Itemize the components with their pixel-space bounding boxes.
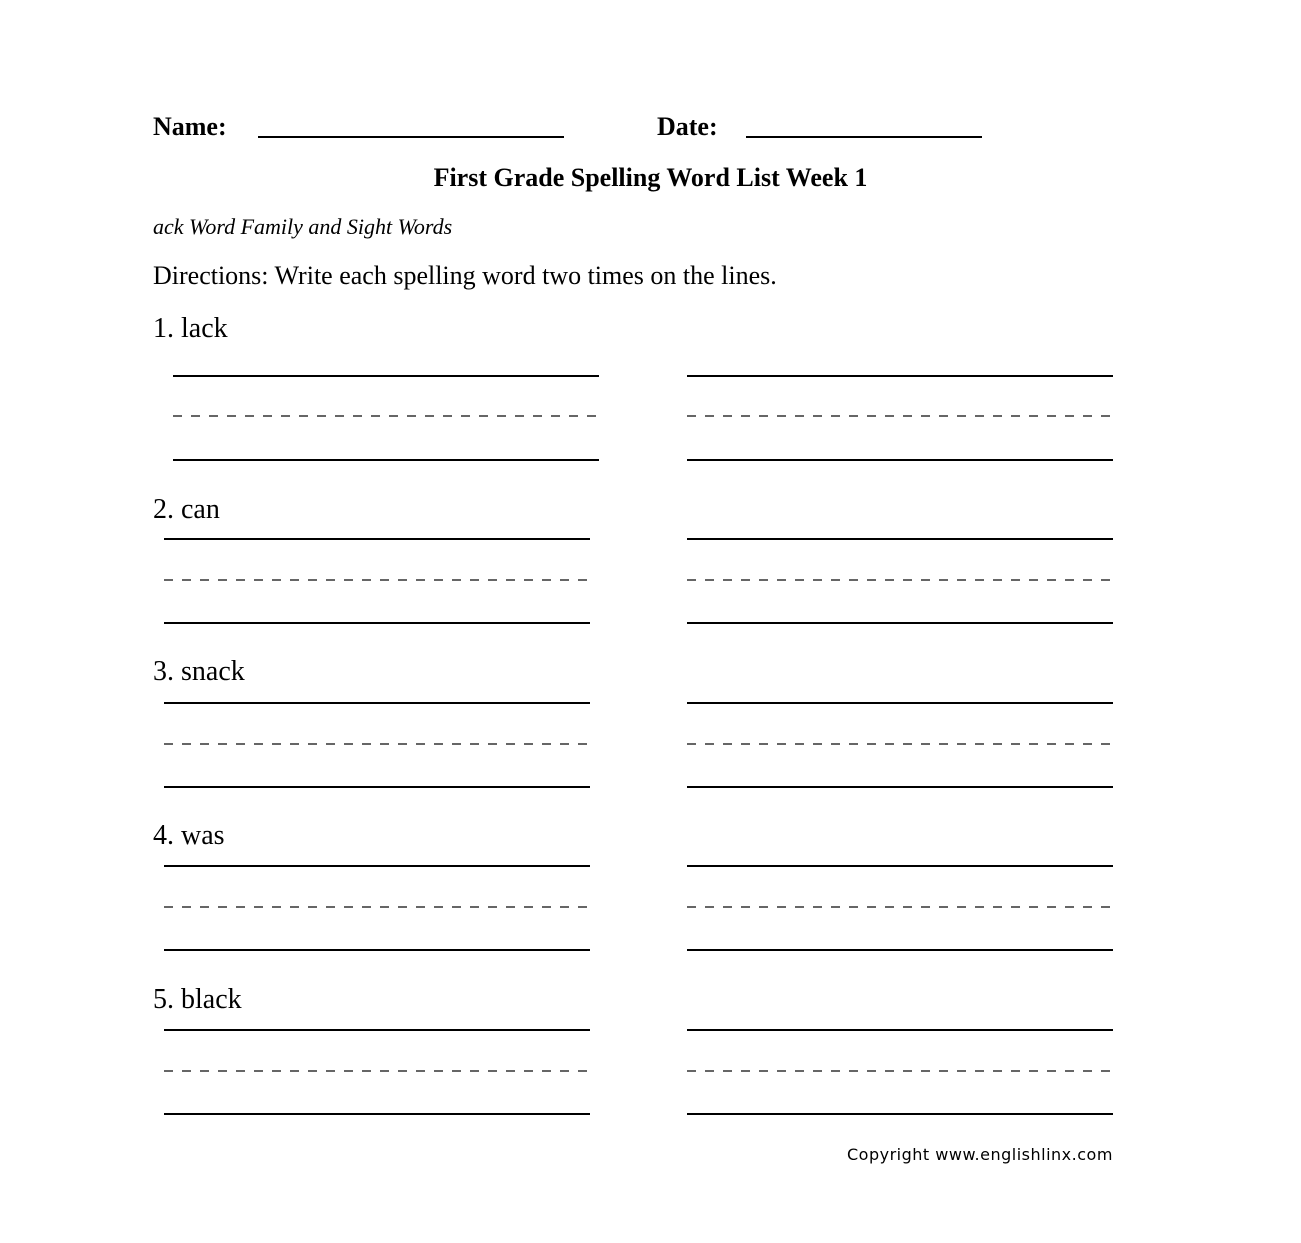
word-1-left-mid-dashed: [173, 415, 599, 417]
word-label-2: 2. can: [153, 494, 220, 525]
word-1-left-top-line: [173, 375, 599, 377]
word-label-4: 4. was: [153, 820, 225, 851]
word-4-right-top-line: [687, 865, 1113, 867]
copyright-text: Copyright www.englishlinx.com: [847, 1145, 1113, 1164]
word-5-left-base-line: [164, 1113, 590, 1115]
word-3-left-base-line: [164, 786, 590, 788]
word-2-left-base-line: [164, 622, 590, 624]
word-3-left-mid-dashed: [164, 743, 590, 745]
word-5-left-mid-dashed: [164, 1070, 590, 1072]
word-label-1: 1. lack: [153, 313, 228, 344]
name-field-line[interactable]: [258, 136, 564, 138]
word-2-left-mid-dashed: [164, 579, 590, 581]
word-3-right-base-line: [687, 786, 1113, 788]
word-label-3: 3. snack: [153, 656, 245, 687]
date-field-line[interactable]: [746, 136, 982, 138]
word-5-right-top-line: [687, 1029, 1113, 1031]
word-5-right-base-line: [687, 1113, 1113, 1115]
word-1-left-base-line: [173, 459, 599, 461]
word-1-right-base-line: [687, 459, 1113, 461]
word-2-right-base-line: [687, 622, 1113, 624]
word-4-left-top-line: [164, 865, 590, 867]
word-5-right-mid-dashed: [687, 1070, 1113, 1072]
word-label-5: 5. black: [153, 984, 242, 1015]
word-4-right-mid-dashed: [687, 906, 1113, 908]
word-2-left-top-line: [164, 538, 590, 540]
word-3-right-top-line: [687, 702, 1113, 704]
word-3-left-top-line: [164, 702, 590, 704]
word-5-left-top-line: [164, 1029, 590, 1031]
page-subtitle: ack Word Family and Sight Words: [153, 214, 453, 239]
word-3-right-mid-dashed: [687, 743, 1113, 745]
page-title: [0, 163, 1301, 193]
word-4-left-mid-dashed: [164, 906, 590, 908]
word-1-right-top-line: [687, 375, 1113, 377]
page-title-text: First Grade Spelling Word List Week 1: [433, 163, 868, 192]
date-label: Date:: [657, 112, 718, 141]
word-1-right-mid-dashed: [687, 415, 1113, 417]
name-label: Name:: [153, 112, 227, 141]
word-4-right-base-line: [687, 949, 1113, 951]
word-4-left-base-line: [164, 949, 590, 951]
word-2-right-top-line: [687, 538, 1113, 540]
word-2-right-mid-dashed: [687, 579, 1113, 581]
directions-text: Directions: Write each spelling word two times on the lines.: [153, 261, 777, 290]
